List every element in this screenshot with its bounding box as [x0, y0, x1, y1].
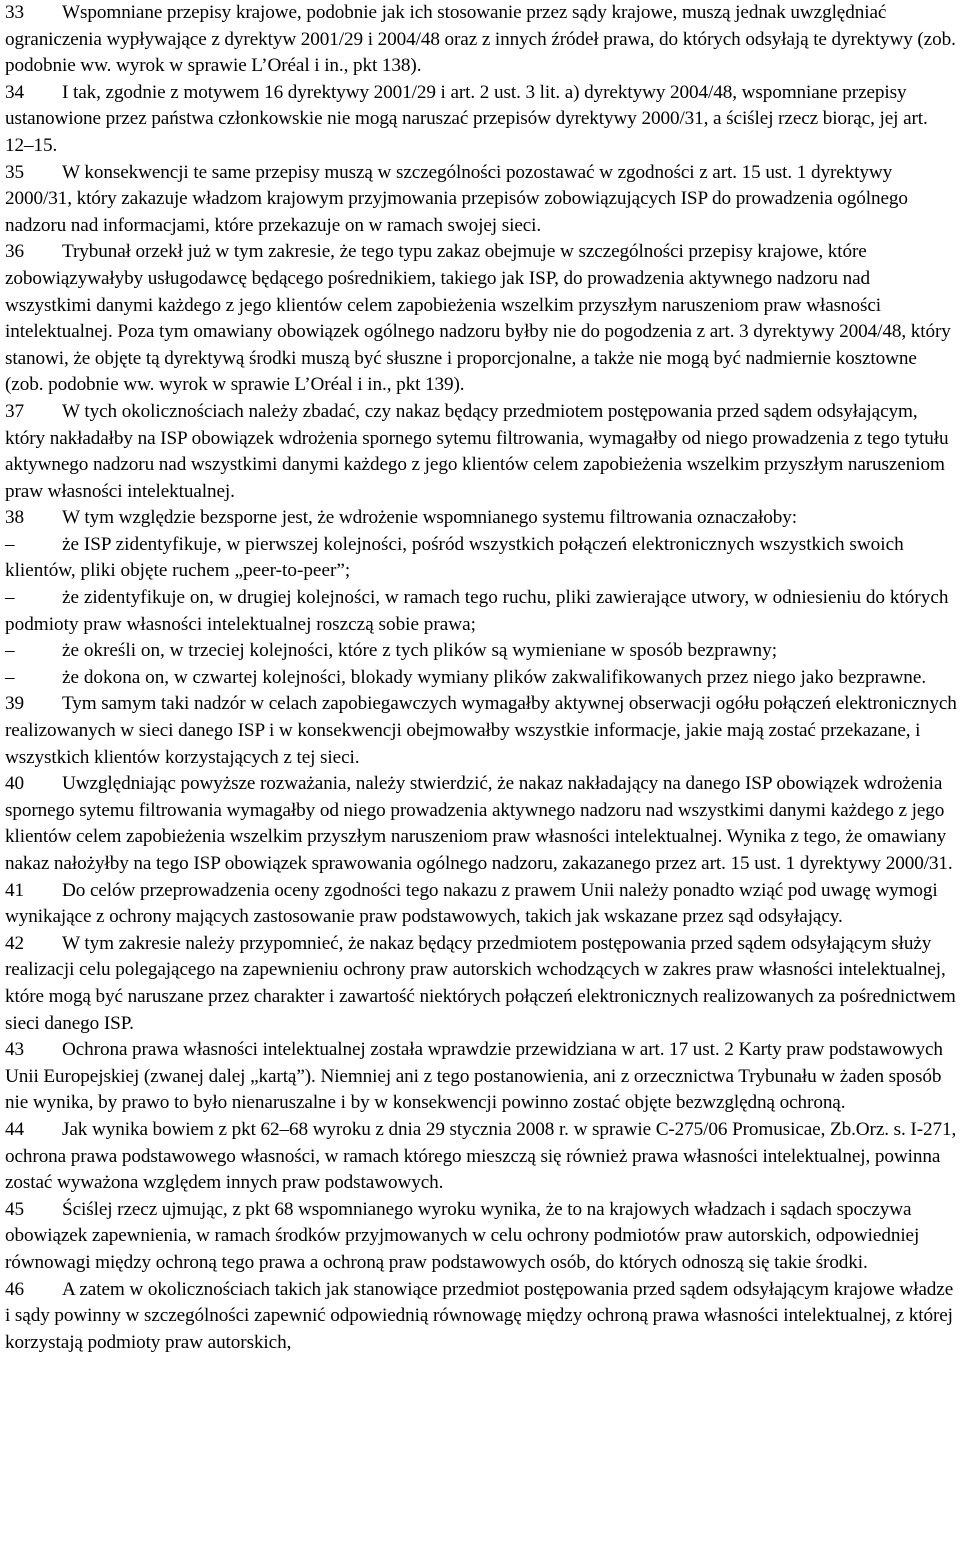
paragraph-text: Jak wynika bowiem z pkt 62–68 wyroku z dnia 29 stycznia 2008 r. w sprawie C-275/06 Promusicae, Zb.Orz. s. I-271, ochrona prawa podstawowego własności, w ramach którego mieszczą się również prawa własności intelektualnej, powinna zostać wyważona względem innych praw podstawowych.	[5, 1118, 957, 1194]
paragraph-number: 39	[5, 693, 24, 715]
paragraph	[5, 1277, 958, 1357]
paragraph-text: W tym względzie bezsporne jest, że wdrożenie wspomnianego systemu filtrowania oznaczałoby:	[62, 507, 797, 529]
paragraph-number: 43	[5, 1039, 24, 1061]
paragraph	[5, 771, 958, 877]
paragraph-number: 34	[5, 81, 24, 103]
paragraph-text: Trybunał orzekł już w tym zakresie, że tego typu zakaz obejmuje w szczególności przepisy krajowe, które zobowiązywałyby usługodawcę będącego pośrednikiem, takiego jak ISP, do prowadzenia aktywnego nadzoru nad wszystkimi danymi każdego z jego klientów celem zapobieżenia wszelkim przyszłym naruszeniom praw własności intelektualnej. Poza tym omawiany obowiązek ogólnego nadzoru byłby nie do pogodzenia z art. 3 dyrektywy 2004/48, który stanowi, że objęte tą dyrektywą środki muszą być słuszne i proporcjonalne, a także nie mogą być nadmiernie kosztowne (zob. podobnie ww. wyrok w sprawie L’Oréal i in., pkt 139).	[5, 241, 951, 396]
paragraph-text: W tych okolicznościach należy zbadać, czy nakaz będący przedmiotem postępowania przed sądem odsyłającym, który nakładałby na ISP obowiązek wdrożenia spornego sytemu filtrowania, wymagałby od niego prowadzenia z tego tytułu aktywnego nadzoru nad wszystkimi danymi każdego z jego klientów celem zapobieżenia wszelkim przyszłym naruszeniom praw własności intelektualnej.	[5, 400, 949, 502]
paragraph-text: I tak, zgodnie z motywem 16 dyrektywy 2001/29 i art. 2 ust. 3 lit. a) dyrektywy 2004/48, wspomniane przepisy ustanowione przez państwa członkowskie nie mogą naruszać przepisów dyrektywy 2000/31, a ściślej rzecz biorąc, jej art. 12–15.	[5, 81, 928, 156]
paragraph	[5, 1117, 958, 1197]
paragraph-number: 40	[5, 773, 24, 795]
dash-bullet: –	[5, 666, 15, 688]
paragraph	[5, 1037, 958, 1117]
paragraph-text: Ochrona prawa własności intelektualnej została wprawdzie przewidziana w art. 17 ust. 2 Karty praw podstawowych Unii Europejskiej (zwanej dalej „kartą”). Niemniej ani z tego postanowienia, ani z orzecznictwa Trybunału w żaden sposób nie wynika, by prawo to było nienaruszalne i by w konsekwencji powinno zostać objęte bezwzględną ochroną.	[5, 1039, 943, 1114]
paragraphs-section	[5, 0, 958, 532]
paragraph	[5, 505, 958, 532]
dash-item-text: że zidentyfikuje on, w drugiej kolejności, w ramach tego ruchu, pliki zawierające utwory, w odniesieniu do których podmioty praw własności intelektualnej roszczą sobie prawa;	[5, 587, 949, 635]
paragraph	[5, 878, 958, 931]
dash-bullet: –	[5, 587, 15, 609]
paragraph-number: 37	[5, 400, 24, 422]
dash-list-item	[5, 585, 958, 638]
paragraph-number: 38	[5, 507, 24, 529]
paragraph-text: A zatem w okolicznościach takich jak stanowiące przedmiot postępowania przed sądem odsyłającym krajowe władze i sądy powinny w szczególności zapewnić odpowiednią równowagę między ochroną prawa własności intelektualnej, z której korzystają podmioty praw autorskich,	[5, 1278, 954, 1353]
paragraph-number: 45	[5, 1198, 24, 1220]
paragraph-text: W tym zakresie należy przypomnieć, że nakaz będący przedmiotem postępowania przed sądem odsyłającym służy realizacji celu polegającego na zapewnieniu ochrony praw autorskich wchodzących w zakres praw własności intelektualnej, które mogą być naruszane przez charakter i zawartość niektórych połączeń elektronicznych realizowanych za pośrednictwem sieci danego ISP.	[5, 932, 956, 1034]
paragraph-number: 33	[5, 2, 24, 23]
paragraph	[5, 1197, 958, 1277]
paragraph	[5, 80, 958, 160]
dash-item-text: że dokona on, w czwartej kolejności, blokady wymiany plików zakwalifikowanych przez niego jako bezprawne.	[62, 666, 927, 688]
paragraph	[5, 160, 958, 240]
paragraph-number: 44	[5, 1118, 24, 1140]
dash-list-item	[5, 665, 958, 692]
dash-item-text: że ISP zidentyfikuje, w pierwszej kolejności, pośród wszystkich połączeń elektronicznych wszystkich swoich klientów, pliki objęte ruchem „peer-to-peer”;	[5, 533, 904, 582]
dash-item-text: że określi on, w trzeciej kolejności, które z tych plików są wymieniane w sposób bezprawny;	[62, 640, 778, 662]
paragraph-number: 35	[5, 161, 24, 183]
paragraph-number: 41	[5, 879, 24, 901]
dash-list	[5, 532, 958, 692]
paragraphs-section-continued	[5, 691, 958, 1356]
dash-list-item	[5, 532, 958, 585]
paragraph-number: 36	[5, 241, 24, 263]
paragraph	[5, 239, 958, 399]
paragraph-number: 46	[5, 1278, 24, 1300]
paragraph-text: Tym samym taki nadzór w celach zapobiegawczych wymagałby aktywnej obserwacji ogółu połączeń elektronicznych realizowanych w sieci danego ISP i w konsekwencji obejmowałby wszystkie informacje, jakie mają zostać przekazane, i wszystkich klientów korzystających z tej sieci.	[5, 693, 957, 768]
dash-bullet: –	[5, 533, 15, 555]
paragraph-number: 42	[5, 932, 24, 954]
paragraph	[5, 691, 958, 771]
dash-list-item	[5, 638, 958, 665]
paragraph	[5, 0, 958, 80]
paragraph	[5, 931, 958, 1037]
paragraph-text: Wspomniane przepisy krajowe, podobnie jak ich stosowanie przez sądy krajowe, muszą jednak uwzględniać ograniczenia wypływające z dyrektyw 2001/29 i 2004/48 oraz z innych źródeł prawa, do których odsyłają te dyrektywy (zob. podobnie ww. wyrok w sprawie L’Oréal i in., pkt 138).	[5, 2, 956, 77]
paragraph-text: Ściślej rzecz ujmując, z pkt 68 wspomnianego wyroku wynika, że to na krajowych władzach i sądach spoczywa obowiązek zapewnienia, w ramach środków przyjmowanych w celu ochrony podmiotów praw autorskich, odpowiedniej równowagi między ochroną tego prawa a ochroną praw podstawowych osób, do których odnoszą się takie środki.	[5, 1198, 920, 1273]
paragraph-text: Do celów przeprowadzenia oceny zgodności tego nakazu z prawem Unii należy ponadto wziąć pod uwagę wymogi wynikające z ochrony mających zastosowanie praw podstawowych, takich jak wskazane przez sąd odsyłający.	[5, 879, 938, 928]
paragraph-text: Uwzględniając powyższe rozważania, należy stwierdzić, że nakaz nakładający na danego ISP obowiązek wdrożenia spornego sytemu filtrowania wymagałby od niego prowadzenia aktywnego nadzoru nad wszystkimi danymi każdego z jego klientów celem zapobieżenia wszelkim przyszłym naruszeniom praw własności intelektualnej. Wynika z tego, że omawiany nakaz nałożyłby na tego ISP obowiązek sprawowania ogólnego nadzoru, zakazanego przez art. 15 ust. 1 dyrektywy 2000/31.	[5, 773, 953, 874]
paragraph-text: W konsekwencji te same przepisy muszą w szczególności pozostawać w zgodności z art. 15 ust. 1 dyrektywy 2000/31, który zakazuje władzom krajowym przyjmowania przepisów zobowiązujących ISP do prowadzenia ogólnego nadzoru nad informacjami, które przekazuje on w ramach swojej sieci.	[5, 161, 908, 236]
dash-bullet: –	[5, 640, 15, 662]
paragraph	[5, 399, 958, 505]
